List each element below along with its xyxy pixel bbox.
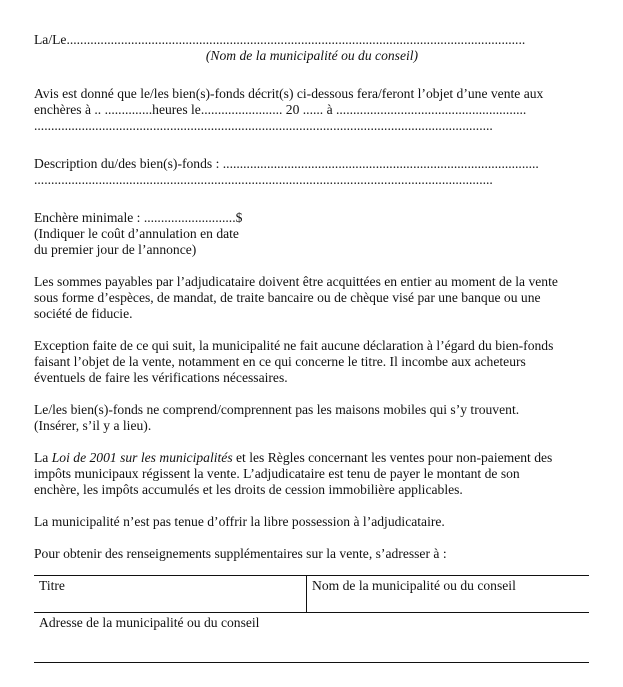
- law-line-1: [34, 450, 590, 466]
- notice-line-2: enchères à .. ..............heures le........................ 20 ...... à ........................................................: [34, 102, 527, 117]
- possession-paragraph: La municipalité n’est pas tenue d’offrir la libre possession à l’adjudicataire.: [34, 514, 445, 529]
- description-line-1: Description du/des bien(s)-fonds : .............................................................................................: [34, 156, 539, 171]
- exception-paragraph: [34, 338, 590, 386]
- law-line-3: enchère, les impôts accumulés et les droits de cession immobilière applicables.: [34, 482, 463, 497]
- payment-line-3: société de fiducie.: [34, 306, 133, 321]
- minimum-bid-note-2: du premier jour de l’annonce): [34, 242, 197, 257]
- payment-line-2: sous forme d’espèces, de mandat, de traite bancaire ou de chèque visé par une banque ou une: [34, 290, 541, 305]
- notice-line-1: Avis est donné que le/les bien(s)-fonds décrit(s) ci-dessous fera/feront l’objet d’une vente aux: [34, 86, 544, 101]
- minimum-bid-line: Enchère minimale : ...........................$: [34, 210, 243, 225]
- law-title: Loi de 2001 sur les municipalités: [51, 450, 233, 465]
- exception-line-3: éventuels de faire les vérifications nécessaires.: [34, 370, 288, 385]
- municipality-address-cell: Adresse de la municipalité ou du conseil: [34, 613, 589, 663]
- payment-paragraph: [34, 274, 590, 322]
- mobile-homes-line-1: Le/les bien(s)-fonds ne comprend/comprennent pas les maisons mobiles qui s’y trouvent.: [34, 402, 520, 417]
- contact-table: [34, 575, 589, 663]
- municipality-name-cell: Nom de la municipalité ou du conseil: [307, 576, 590, 613]
- municipality-name-caption: (Nom de la municipalité ou du conseil): [205, 48, 419, 63]
- law-line-2: impôts municipaux régissent la vente. L’adjudicataire est tenu de payer le montant de son: [34, 466, 520, 481]
- mobile-homes-paragraph: [34, 402, 590, 434]
- notice-line-3: .......................................................................................................................................: [34, 118, 493, 133]
- exception-line-2: faisant l’objet de la vente, notamment en ce qui concerne le titre. Il incombe aux acheteurs: [34, 354, 526, 369]
- contact-table-bottom-row: [34, 613, 589, 663]
- law-prefix: La: [34, 450, 52, 465]
- title-cell: Titre: [34, 576, 307, 613]
- payment-line-1: Les sommes payables par l’adjudicataire doivent être acquittées en entier au moment de la vente: [34, 274, 558, 289]
- exception-line-1: Exception faite de ce qui suit, la municipalité ne fait aucune déclaration à l’égard du bien-fonds: [34, 338, 554, 353]
- contact-intro: Pour obtenir des renseignements supplémentaires sur la vente, s’adresser à :: [34, 546, 447, 561]
- municipality-name-line: La/Le.......................................................................................................................................: [34, 32, 526, 47]
- description-line-2: .......................................................................................................................................: [34, 172, 493, 187]
- minimum-bid-section: [34, 210, 590, 258]
- law-line-1-rest: et les Règles concernant les ventes pour non-paiement des: [232, 450, 553, 465]
- law-paragraph: [34, 450, 590, 498]
- sale-notice-section: [34, 86, 590, 134]
- mobile-homes-line-2: (Insérer, s’il y a lieu).: [34, 418, 152, 433]
- contact-table-top-row: [34, 576, 589, 613]
- description-section: [34, 156, 590, 188]
- minimum-bid-note-1: (Indiquer le coût d’annulation en date: [34, 226, 239, 241]
